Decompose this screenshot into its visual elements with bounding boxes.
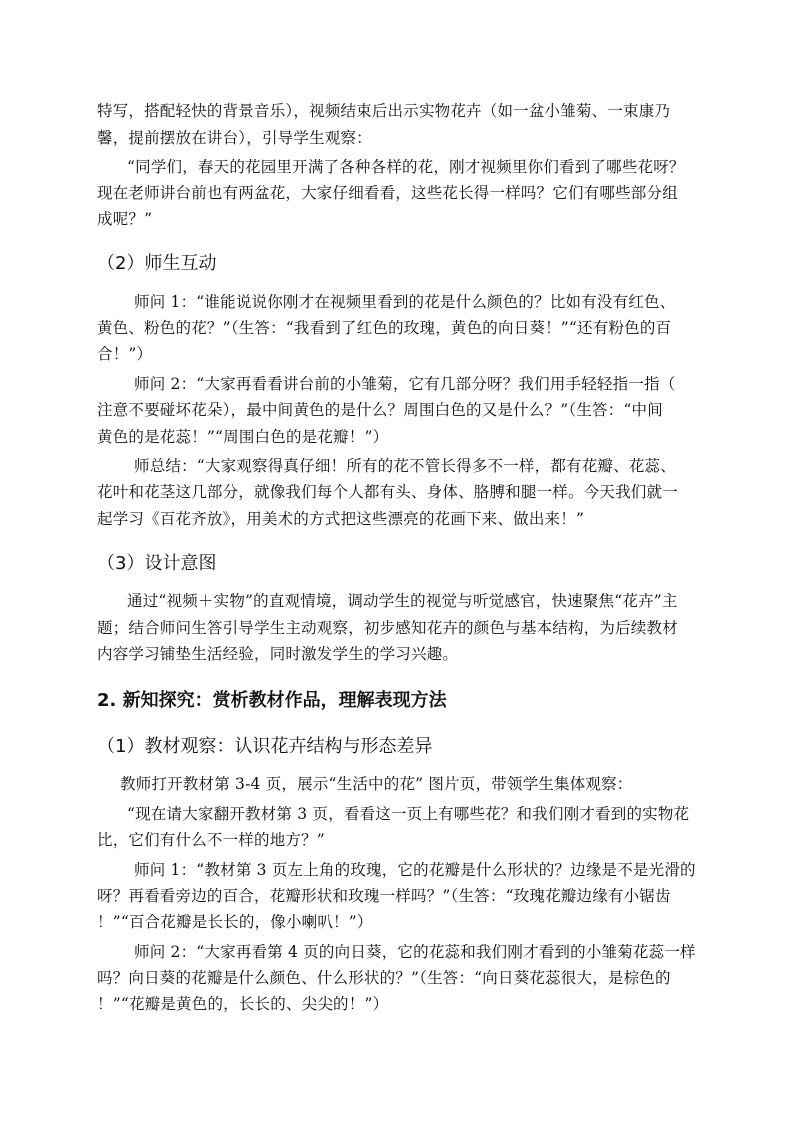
body-text-line: 成呢？” <box>97 210 153 228</box>
subsection-heading-intent: （3）设计意图 <box>97 553 217 574</box>
section-heading: 2. 新知探究：赏析教材作品，理解表现方法 <box>97 690 447 711</box>
body-text-line: 黄色、粉色的花？”（生答：“我看到了红色的玫瑰，黄色的向日葵！”“还有粉色的百 <box>97 319 672 337</box>
body-text-line: 内容学习铺垫生活经验，同时激发学生的学习兴趣。 <box>97 645 459 663</box>
body-text-line: 注意不要碰坏花朵），最中间黄色的是什么？周围白色的又是什么？”（生答：“中间 <box>97 401 663 419</box>
body-text-line: 通过“视频＋实物”的直观情境，调动学生的视觉与听觉感官，快速聚焦“花卉”主 <box>127 592 678 610</box>
body-text-line: 花叶和花茎这几部分，就像我们每个人都有头、身体、胳膊和腿一样。今天我们就一 <box>97 483 678 501</box>
subsection-heading-observation: （1）教材观察：认识花卉结构与形态差异 <box>97 736 433 757</box>
body-text-line: 黄色的是花蕊！”“周围白色的是花瓣！”） <box>97 428 389 446</box>
body-text-line: 师问 2：“大家再看看讲台前的小雏菊，它有几部分呀？我们用手轻轻指一指（ <box>134 375 676 393</box>
body-text-line: 题；结合师问生答引导学生主动观察，初步感知花卉的颜色与基本结构，为后续教材 <box>97 619 678 637</box>
body-text-line: ！”“百合花瓣是长长的，像小喇叭！”） <box>97 913 373 931</box>
body-text-line: “现在请大家翻开教材第 3 页，看看这一页上有哪些花？和我们刚才看到的实物花 <box>127 805 690 823</box>
body-text-line: 馨，提前摆放在讲台），引导学生观察： <box>97 129 372 147</box>
body-text-line: ！”“花瓣是黄色的，长长的、尖尖的！”） <box>97 995 389 1013</box>
body-text-line: 比，它们有什么不一样的地方？” <box>97 831 325 849</box>
body-text-line: 起学习《百花齐放》，用美术的方式把这些漂亮的花画下来、做出来！” <box>97 510 585 528</box>
body-text-line: 师问 1：“教材第 3 页左上角的玫瑰，它的花瓣是什么形状的？边缘是不是光滑的 <box>134 861 696 879</box>
body-text-line: 合！”） <box>97 345 153 363</box>
body-text-line: 呀？再看看旁边的百合，花瓣形状和玫瑰一样吗？”（生答：“玫瑰花瓣边缘有小锯齿 <box>97 887 671 905</box>
subsection-heading-interaction: （2）师生互动 <box>97 253 217 274</box>
body-text-line: 吗？向日葵的花瓣是什么颜色、什么形状的？”（生答：“向日葵花蕊很大，是棕色的 <box>97 969 671 987</box>
body-text-line: 现在老师讲台前也有两盆花，大家仔细看看，这些花长得一样吗？它们有哪些部分组 <box>97 184 678 202</box>
body-text-line: 特写，搭配轻快的背景音乐），视频结束后出示实物花卉（如一盆小雏菊、一束康乃 <box>97 102 671 120</box>
body-text-line: 教师打开教材第 3-4 页，展示“生活中的花” 图片页，带领学生集体观察： <box>120 775 633 793</box>
body-text-line: 师问 2：“大家再看第 4 页的向日葵，它的花蕊和我们刚才看到的小雏菊花蕊一样 <box>134 943 696 961</box>
body-text-line: 师总结：“大家观察得真仔细！所有的花不管长得多不一样，都有花瓣、花蕊、 <box>134 457 676 475</box>
body-text-line: “同学们，春天的花园里开满了各种各样的花，刚才视频里你们看到了哪些花呀？ <box>127 158 685 176</box>
body-text-line: 师问 1：“谁能说说你刚才在视频里看到的花是什么颜色的？比如有没有红色、 <box>134 293 676 311</box>
